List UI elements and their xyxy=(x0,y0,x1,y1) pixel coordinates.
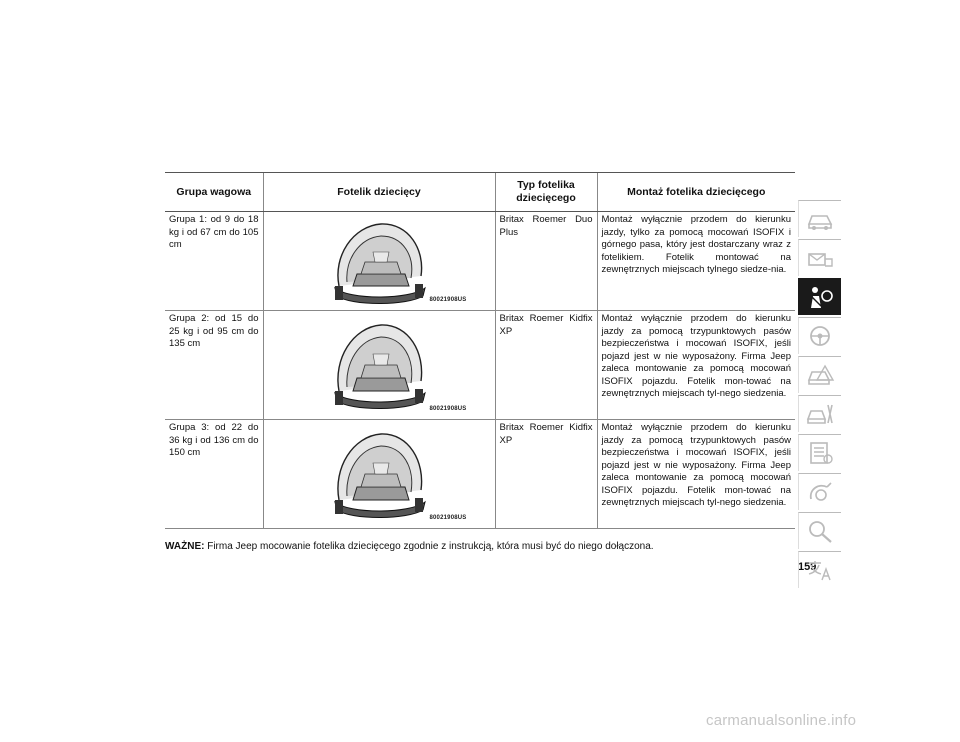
cell-weight-group: Grupa 3: od 22 do 36 kg i od 136 cm do 150 cm xyxy=(165,420,263,529)
note-label: WAŻNE: xyxy=(165,541,205,552)
tab-car-mail[interactable] xyxy=(798,239,841,276)
car-dashboard-icon xyxy=(805,206,835,232)
image-code: 80021908US xyxy=(429,405,467,412)
cell-seat-image xyxy=(263,212,495,311)
cell-seat-type: Britax Roemer Kidfix XP xyxy=(495,420,597,529)
child-seat-table xyxy=(165,172,795,529)
tab-list[interactable] xyxy=(798,434,841,471)
header-child-seat: Fotelik dziecięcy xyxy=(263,173,495,212)
header-mounting: Montaż fotelika dziecięcego xyxy=(597,173,795,212)
tab-steering-wheel[interactable] xyxy=(798,317,841,354)
tab-search[interactable] xyxy=(798,512,841,549)
tab-car-tools[interactable] xyxy=(798,395,841,432)
cell-weight-group: Grupa 1: od 9 do 18 kg i od 67 cm do 105 cm xyxy=(165,212,263,311)
child-seat-illustration xyxy=(264,424,495,522)
table-row xyxy=(165,212,795,311)
table-row xyxy=(165,311,795,420)
tab-car-service[interactable] xyxy=(798,473,841,510)
car-mail-icon xyxy=(805,245,835,271)
cell-seat-image xyxy=(263,311,495,420)
seatbelt-airbag-icon xyxy=(805,284,835,310)
cell-mounting: Montaż wyłącznie przodem do kierunku jazdy za pomocą trzypunktowych pasów bezpieczeństwa i mocowań ISOFIX, jeśli pojazd jest w nie wyposażony. Firma Jeep zaleca montowanie za pomocą mocowań ISOFIX pojazdu. Fotelik mon-tować na zewnętrznych miejscach tyl-nego siedzenia. xyxy=(597,311,795,420)
language-icon xyxy=(805,557,835,583)
list-icon xyxy=(805,440,835,466)
chapter-tabs xyxy=(798,200,842,590)
child-seat-illustration xyxy=(264,315,495,413)
table-header-row xyxy=(165,173,795,212)
header-seat-type: Typ fotelika dziecięcego xyxy=(495,173,597,212)
car-service-icon xyxy=(805,479,835,505)
tab-language[interactable] xyxy=(798,551,841,588)
watermark: carmanualsonline.info xyxy=(706,712,857,729)
tab-car-warning[interactable] xyxy=(798,356,841,393)
car-warning-icon xyxy=(805,362,835,388)
note-text: Firma Jeep mocowanie fotelika dziecięcego zgodnie z instrukcją, która musi być do niego dołączona. xyxy=(204,541,654,552)
tab-car-dashboard[interactable] xyxy=(798,200,841,237)
cell-seat-image xyxy=(263,420,495,529)
header-weight-group: Grupa wagowa xyxy=(165,173,263,212)
cell-mounting: Montaż wyłącznie przodem do kierunku jazdy za pomocą trzypunktowych pasów bezpieczeństwa i mocowań ISOFIX, jeśli pojazd jest w nie wyposażony. Firma Jeep zaleca montowanie za pomocą mocowań ISOFIX pojazdu. Fotelik mon-tować na zewnętrznych miejscach tyl-nego siedzenia. xyxy=(597,420,795,529)
steering-wheel-icon xyxy=(805,323,835,349)
cell-seat-type: Britax Roemer Kidfix XP xyxy=(495,311,597,420)
tab-seatbelt-airbag[interactable] xyxy=(798,278,841,315)
table-row xyxy=(165,420,795,529)
cell-seat-type: Britax Roemer Duo Plus xyxy=(495,212,597,311)
child-seat-table-container xyxy=(165,172,795,529)
magnifier-icon xyxy=(805,518,835,544)
important-note xyxy=(165,540,795,553)
image-code: 80021908US xyxy=(429,514,467,521)
cell-mounting: Montaż wyłącznie przodem do kierunku jazdy, tylko za pomocą mocowań ISOFIX i górnego pasa, który jest dostarczany wraz z fotelikiem. Fotelik montować na zewnętrznych miejscach tylnego siedze-nia. xyxy=(597,212,795,311)
image-code: 80021908US xyxy=(429,296,467,303)
car-tools-icon xyxy=(805,401,835,427)
page-number: 159 xyxy=(798,561,817,573)
cell-weight-group: Grupa 2: od 15 do 25 kg i od 95 cm do 135 cm xyxy=(165,311,263,420)
